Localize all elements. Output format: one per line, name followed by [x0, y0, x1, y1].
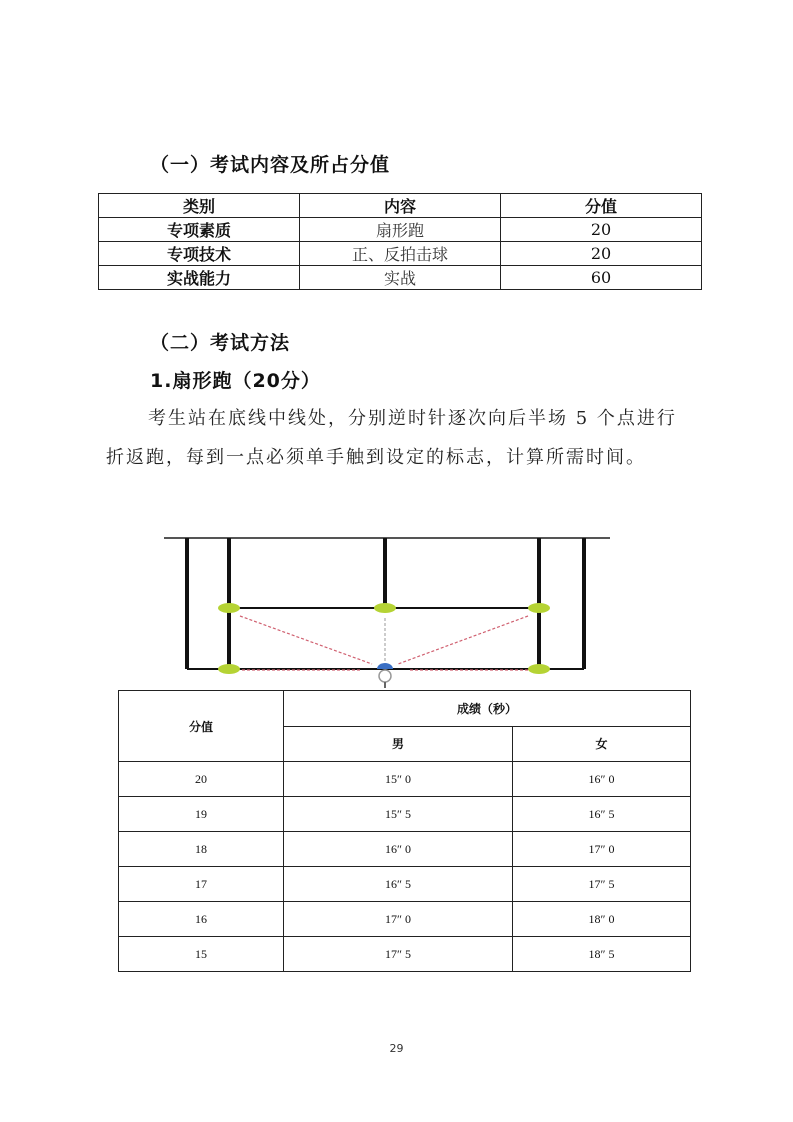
table-header-row: [99, 194, 702, 218]
cell-score: 20: [501, 242, 702, 266]
header-male: 男: [284, 726, 513, 762]
cell-male: 16″ 0: [284, 832, 513, 867]
player-icon: [379, 670, 391, 682]
cell-male: 15″ 0: [284, 762, 513, 797]
section1-heading: （一）考试内容及所占分值: [150, 154, 391, 176]
header-score: 分值: [501, 194, 702, 218]
score-standard-table: [118, 690, 691, 972]
marker-left-front: [218, 603, 240, 613]
cell-score: 20: [501, 218, 702, 242]
cell-male: 15″ 5: [284, 797, 513, 832]
table-row: [99, 242, 702, 266]
exam-content-table: [98, 193, 702, 290]
table-header-row: [119, 691, 691, 727]
header-female: 女: [513, 726, 691, 762]
cell-score: 16: [119, 902, 284, 937]
paragraph-line-1: 考生站在底线中线处，分别逆时针逐次向后半场 5 个点进行: [148, 408, 677, 429]
path-left-front: [240, 616, 372, 664]
header-score: 分值: [119, 691, 284, 762]
cell-content: 正、反拍击球: [300, 242, 501, 266]
cell-score: 19: [119, 797, 284, 832]
cell-content: 实战: [300, 266, 501, 290]
section2-subheading: 1.扇形跑（20分）: [150, 370, 321, 392]
fan-run-diagram: [160, 530, 620, 690]
table-row: [119, 762, 691, 797]
marker-center-front: [374, 603, 396, 613]
table-row: [99, 218, 702, 242]
header-category: 类别: [99, 194, 300, 218]
cell-female: 18″ 0: [513, 902, 691, 937]
table-row: [99, 266, 702, 290]
cell-score: 18: [119, 832, 284, 867]
cell-male: 16″ 5: [284, 867, 513, 902]
cell-female: 16″ 5: [513, 797, 691, 832]
marker-left-side: [218, 664, 240, 674]
cell-score: 15: [119, 937, 284, 972]
table-row: [119, 902, 691, 937]
cell-score: 17: [119, 867, 284, 902]
cell-female: 17″ 5: [513, 867, 691, 902]
cell-score: 20: [119, 762, 284, 797]
cell-content: 扇形跑: [300, 218, 501, 242]
cell-male: 17″ 0: [284, 902, 513, 937]
path-right-front: [398, 616, 528, 664]
cell-score: 60: [501, 266, 702, 290]
cell-category: 专项素质: [99, 218, 300, 242]
start-point-icon: [377, 663, 393, 669]
section2-heading: （二）考试方法: [150, 332, 291, 354]
cell-category: 专项技术: [99, 242, 300, 266]
marker-right-front: [528, 603, 550, 613]
cell-female: 18″ 5: [513, 937, 691, 972]
cell-male: 17″ 5: [284, 937, 513, 972]
table-row: [119, 867, 691, 902]
run-paths: [240, 616, 528, 670]
table-row: [119, 797, 691, 832]
table-row: [119, 832, 691, 867]
table-row: [119, 937, 691, 972]
cell-category: 实战能力: [99, 266, 300, 290]
header-result: 成绩（秒）: [284, 691, 691, 727]
header-content: 内容: [300, 194, 501, 218]
cell-female: 16″ 0: [513, 762, 691, 797]
cell-female: 17″ 0: [513, 832, 691, 867]
marker-right-side: [528, 664, 550, 674]
page-number: 29: [389, 1042, 404, 1055]
paragraph-line-2: 折返跑，每到一点必须单手触到设定的标志，计算所需时间。: [106, 447, 646, 468]
